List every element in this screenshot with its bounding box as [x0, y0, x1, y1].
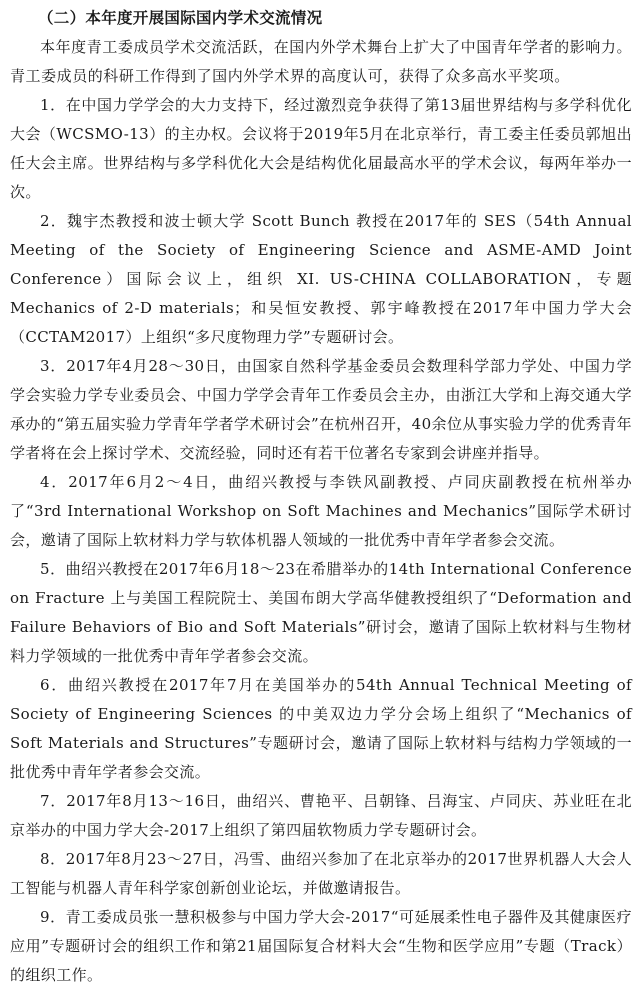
list-item-9: 9．青工委成员张一慧积极参与中国力学大会-2017“可延展柔性电子器件及其健康医疗应用”专题研讨会的组织工作和第21届国际复合材料大会“生物和医学应用”专题（Track）的组织工作。 [10, 908, 632, 984]
list-item-7: 7．2017年8月13～16日，曲绍兴、曹艳平、吕朝锋、吕海宝、卢同庆、苏业旺在北京举办的中国力学大会-2017上组织了第四届软物质力学专题研讨会。 [10, 792, 632, 839]
list-item-6: 6．曲绍兴教授在2017年7月在美国举办的54th Annual Technical Meeting of Society of Engineering Sciences 的中美双边力学分会场上组织了“Mechanics of Soft Materials and Structures”专题研讨会，邀请了国际上软材料与结构力学领域的一批优秀中青年学者参会交流。 [10, 676, 632, 781]
list-item-2: 2．魏宇杰教授和波士顿大学 Scott Bunch 教授在2017年的 SES（54th Annual Meeting of the Society of Engineering Science and ASME-AMD Joint Conference）国际会议上，组织 XI. US-CHINA COLLABORATION，专题 Mechanics of 2-D materials；和吴恒安教授、郭宇峰教授在2017年中国力学大会（CCTAM2017）上组织“多尺度物理力学”专题研讨会。 [10, 212, 632, 346]
list-item-1: 1．在中国力学学会的大力支持下，经过激烈竞争获得了第13届世界结构与多学科优化大会（WCSMO-13）的主办权。会议将于2019年5月在北京举行，青工委主任委员郭旭出任大会主席。世界结构与多学科优化大会是结构优化届最高水平的学术会议，每两年举办一次。 [10, 96, 632, 201]
list-item-8: 8．2017年8月23～27日，冯雪、曲绍兴参加了在北京举办的2017世界机器人大会人工智能与机器人青年科学家创新创业论坛，并做邀请报告。 [10, 850, 632, 897]
list-item-5: 5．曲绍兴教授在2017年6月18～23在希腊举办的14th International Conference on Fracture 上与美国工程院院士、美国布朗大学高华健教授组织了“Deformation and Failure Behaviors of Bio and Soft Materials”研讨会，邀请了国际上软材料与生物材料力学领域的一批优秀中青年学者参会交流。 [10, 560, 632, 665]
intro-paragraph: 本年度青工委成员学术交流活跃，在国内外学术舞台上扩大了中国青年学者的影响力。青工委成员的科研工作得到了国内外学术界的高度认可，获得了众多高水平奖项。 [10, 38, 632, 85]
list-item-4: 4．2017年6月2～4日，曲绍兴教授与李铁风副教授、卢同庆副教授在杭州举办了“3rd International Workshop on Soft Machines and Mechanics”国际学术研讨会，邀请了国际上软材料力学与软体机器人领域的一批优秀中青年学者参会交流。 [10, 473, 632, 549]
section-heading: （二）本年度开展国际国内学术交流情况 [38, 9, 323, 27]
list-item-3: 3．2017年4月28～30日，由国家自然科学基金委员会数理科学部力学处、中国力学学会实验力学专业委员会、中国力学学会青年工作委员会主办，由浙江大学和上海交通大学承办的“第五届实验力学青年学者学术研讨会”在杭州召开，40余位从事实验力学的优秀青年学者将在会上探讨学术、交流经验，同时还有若干位著名专家到会讲座并指导。 [10, 357, 632, 462]
